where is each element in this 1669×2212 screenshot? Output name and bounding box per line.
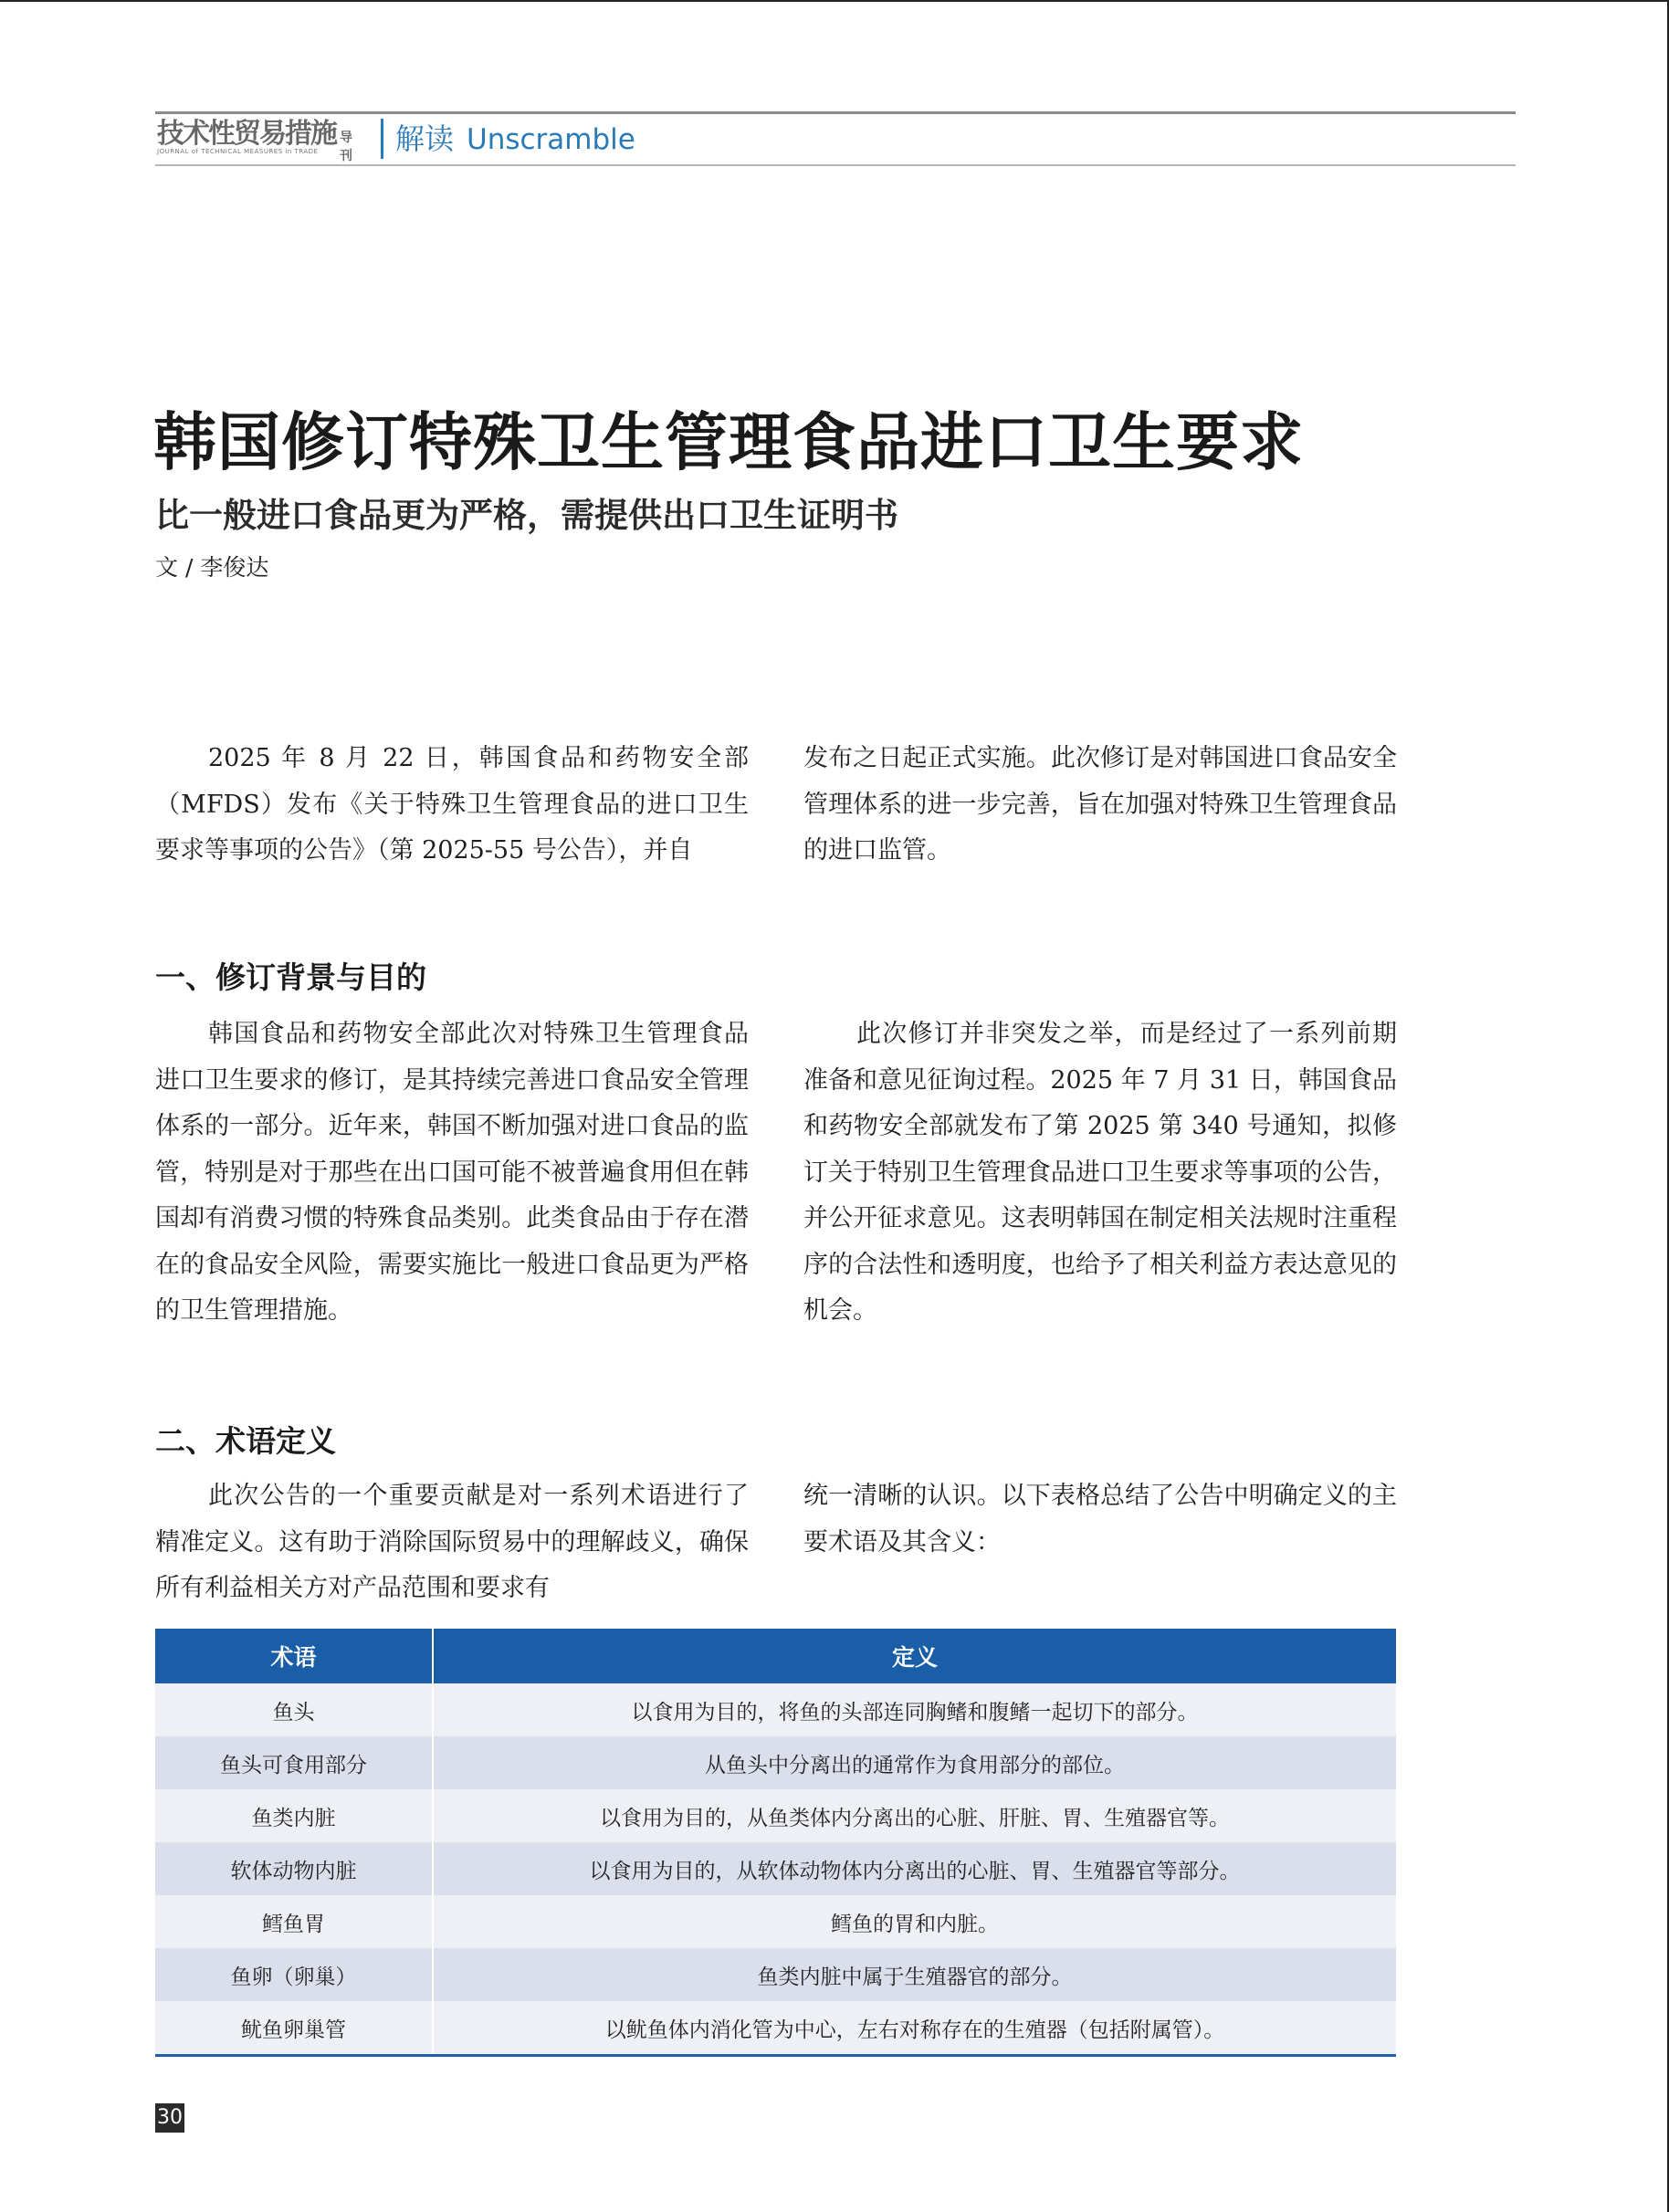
table-row — [155, 1948, 1396, 2001]
section-label — [395, 121, 635, 158]
term-cell: 鱼类内脏 — [155, 1789, 433, 1842]
term-cell: 软体动物内脏 — [155, 1842, 433, 1895]
definition-cell: 以食用为目的，从鱼类体内分离出的心脏、肝脏、胃、生殖器官等。 — [433, 1789, 1396, 1842]
table-row — [155, 1736, 1396, 1789]
definition-cell: 以食用为目的，将鱼的头部连同胸鳍和腹鳍一起切下的部分。 — [433, 1683, 1396, 1736]
journal-subtitle: JOURNAL of TECHNICAL MEASURES in TRADE — [157, 148, 319, 155]
table-row — [155, 1842, 1396, 1895]
section-heading-terms: 二、术语定义 — [155, 1423, 336, 1459]
page-number: 30 — [155, 2103, 184, 2133]
terms-paragraph-left: 此次公告的一个重要贡献是对一系列术语进行了精准定义。这有助于消除国际贸易中的理解歧义，确保所有利益相关方对产品范围和要求有 — [155, 1482, 749, 1602]
term-cell: 鱿鱼卵巢管 — [155, 2001, 433, 2056]
table-row — [155, 2001, 1396, 2056]
section-heading-background: 一、修订背景与目的 — [155, 959, 426, 995]
term-cell: 鳕鱼胃 — [155, 1895, 433, 1948]
background-paragraph-left: 韩国食品和药物安全部此次对特殊卫生管理食品进口卫生要求的修订，是其持续完善进口食品安全管理体系的一部分。近年来，韩国不断加强对进口食品的监管，特别是对于那些在出口国可能不被普遍食用但在韩国却有消费习惯的特殊食品类别。此类食品由于存在潜在的食品安全风险，需要实施比一般进口食品更为严格的卫生管理措施。 — [155, 1020, 749, 1325]
term-cell: 鱼卵（卵巢） — [155, 1948, 433, 2001]
section-label-cn: 解读 — [395, 121, 455, 156]
definition-cell: 以鱿鱼体内消化管为中心，左右对称存在的生殖器（包括附属管）。 — [433, 2001, 1396, 2056]
term-cell: 鱼头 — [155, 1683, 433, 1736]
term-cell: 鱼头可食用部分 — [155, 1736, 433, 1789]
definition-cell: 鱼类内脏中属于生殖器官的部分。 — [433, 1948, 1396, 2001]
definition-cell: 鳕鱼的胃和内脏。 — [433, 1895, 1396, 1948]
intro-paragraph-left: 2025 年 8 月 22 日，韩国食品和药物安全部（MFDS）发布《关于特殊卫生管理食品的进口卫生要求等事项的公告》（第 2025-55 号公告），并自 — [155, 744, 749, 865]
page-border-top — [0, 0, 1669, 2]
journal-issue: 导刊 — [340, 131, 352, 163]
article-subtitle: 比一般进口食品更为严格，需提供出口卫生证明书 — [155, 496, 898, 535]
column-header-definition: 定义 — [433, 1629, 1396, 1683]
journal-name: 技术性贸易措施 — [157, 118, 336, 150]
article-byline: 文 / 李俊达 — [155, 554, 269, 581]
definition-cell: 从鱼头中分离出的通常作为食用部分的部位。 — [433, 1736, 1396, 1789]
terms-table — [155, 1629, 1396, 2057]
table-row — [155, 1789, 1396, 1842]
definition-cell: 以食用为目的，从软体动物体内分离出的心脏、胃、生殖器官等部分。 — [433, 1842, 1396, 1895]
table-row — [155, 1683, 1396, 1736]
table-row — [155, 1895, 1396, 1948]
header-separator — [381, 119, 383, 159]
terms-paragraph-right: 统一清晰的认识。以下表格总结了公告中明确定义的主要术语及其含义： — [803, 1482, 1397, 1557]
header-rule — [155, 111, 1516, 114]
table-header-row — [155, 1629, 1396, 1683]
intro-paragraph-right: 发布之日起正式实施。此次修订是对韩国进口食品安全管理体系的进一步完善，旨在加强对特殊卫生管理食品的进口监管。 — [803, 744, 1397, 865]
column-header-term: 术语 — [155, 1629, 433, 1683]
journal-logo — [157, 118, 352, 163]
header-rule-bottom — [155, 164, 1516, 166]
background-paragraph-right: 此次修订并非突发之举，而是经过了一系列前期准备和意见征询过程。2025 年 7 月 31 日，韩国食品和药物安全部就发布了第 2025 第 340 号通知，拟修订关于特别卫生管理食品进口卫生要求等事项的公告，并公开征求意见。这表明韩国在制定相关法规时注重程序的合法性和透明度，也给予了相关利益方表达意见的机会。 — [803, 1020, 1397, 1325]
article-title: 韩国修订特殊卫生管理食品进口卫生要求 — [153, 406, 1304, 479]
section-label-en: Unscramble — [467, 123, 635, 156]
